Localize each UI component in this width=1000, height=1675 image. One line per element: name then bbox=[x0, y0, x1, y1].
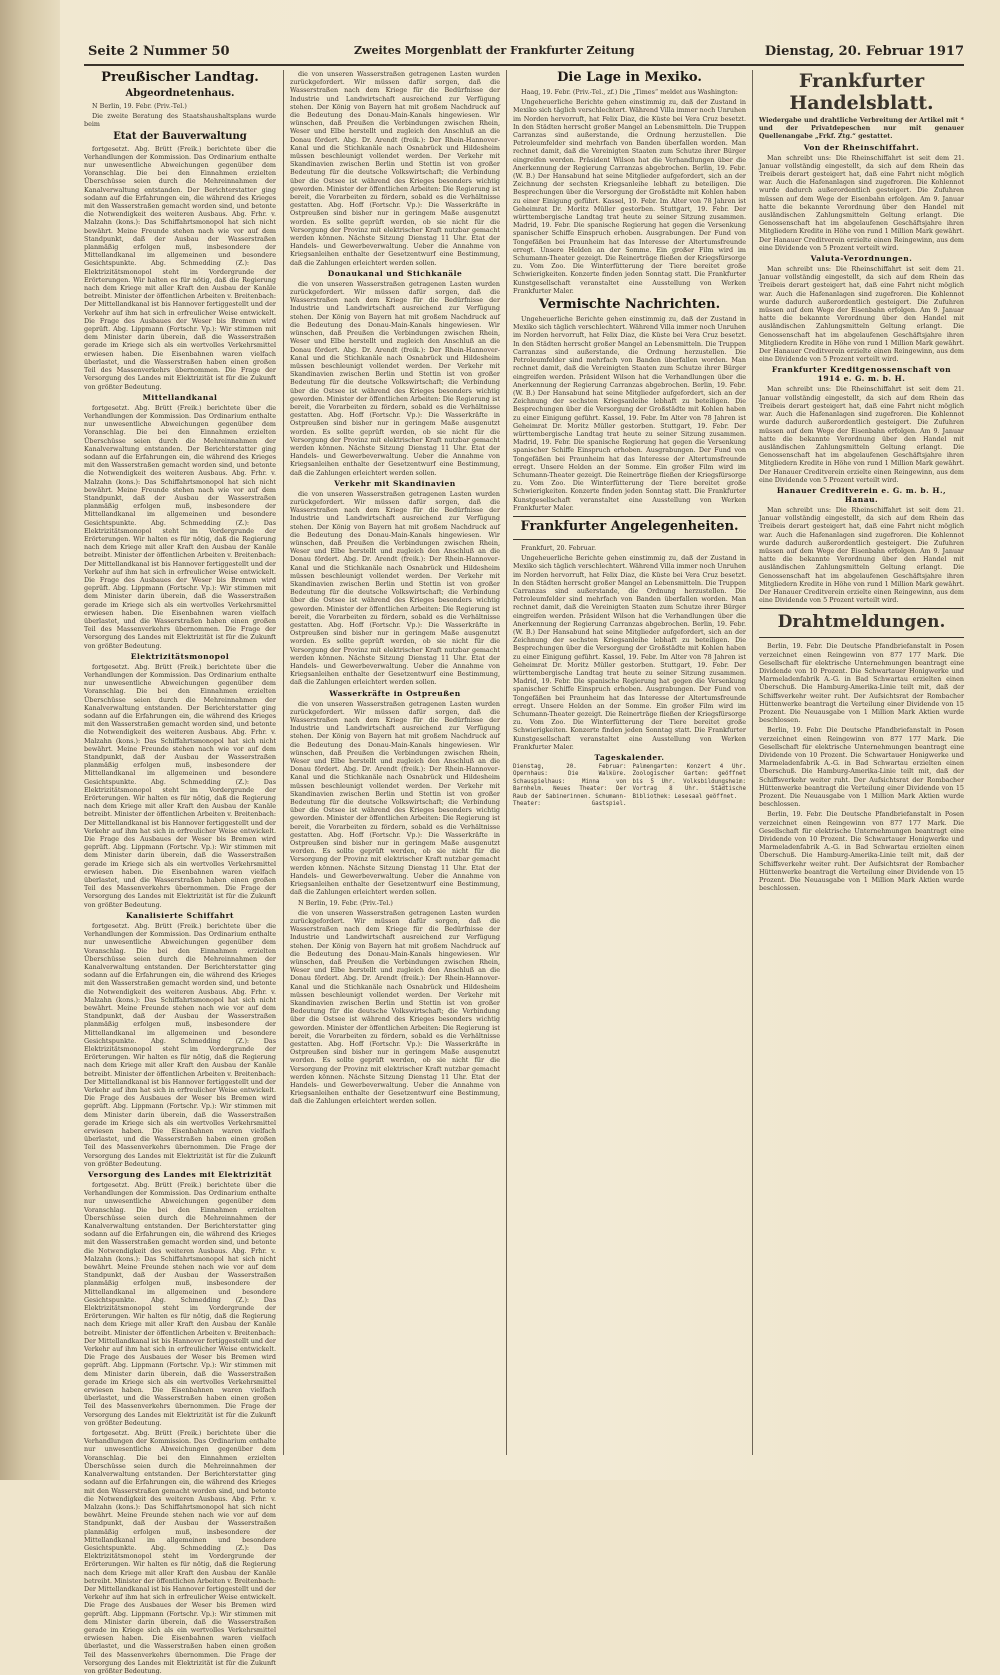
article-body: Man schreibt uns: Die Rheinschiffahrt ist seit dem 21. Januar vollständig eingestellt, da sich auf dem Rhein das Treibeis derart gesteigert hat, daß eine Fahrt nicht möglich war. Auch die Hafenanlagen sind zugefroren. Die Kohlennot wurde dadurch außerordentlich gesteigert. Die Zufuhren müssen auf dem Wege der Eisenbahn erfolgen. Am 9. Januar hatte die bekannte Verordnung über den Handel mit ausländischen Zahlungsmitteln Geltung erlangt. Die Genossenschaft hat im abgelaufenen Geschäftsjahre ihren Mitgliedern Kredite in Höhe von rund 1 Million Mark gewährt. Der Hanauer Creditverein erzielte einen Reingewinn, aus dem eine Dividende von 5 Prozent verteilt wird. bbox=[759, 153, 964, 252]
article-body: fortgesetzt. Abg. Brütt (Freik.) berichtete über die Verhandlungen der Kommission. Das Ordinarium enthalte nur unwesentliche Abweichungen gegenüber dem Voranschlag. Die bei den Einnahmen erzielten Überschüsse seien durch die Mehreinnahmen der Kanalverwaltung entstanden. Der Berichterstatter ging sodann auf die Erfahrungen ein, die während des Krieges mit den Wasserstraßen gemacht worden sind, und betonte die Notwendigkeit des weiteren Ausbaus. Abg. Frhr. v. Malzahn (kons.): Das Schiffahrtsmonopol hat sich nicht bewährt. Meine Freunde stehen nach wie vor auf dem Standpunkt, daß der Ausbau der Wasserstraßen planmäßig erfolgen muß, insbesondere der Mittellandkanal im allgemeinen und besondere Gesichtspunkte. Abg. Schmedding (Z.): Das Elektrizitätsmonopol steht im Vordergrunde der Erörterungen. Wir halten es für nötig, daß die Regierung nach dem Kriege mit aller Kraft den Ausbau der Kanäle betreibt. Minister der öffentlichen Arbeiten v. Breitenbach: Der Mittellandkanal ist bis Hannover fertiggestellt und der Verkehr auf ihm hat sich in erfreulicher Weise entwickelt. Die Frage des Ausbaues der Weser bis Bremen wird geprüft. Abg. Lippmann (Fortschr. Vp.): Wir stimmen mit dem Minister darin überein, daß die Wasserstraßen gerade im Kriege sich als ein wertvolles Verkehrsmittel erwiesen haben. Die Eisenbahnen waren vielfach überlastet, und die Wasserstraßen haben einen großen Teil des Massenverkehrs übernommen. Die Frage der Versorgung des Landes mit Elektrizität ist für die Zukunft von größter Bedeutung. bbox=[84, 1180, 276, 1427]
column-3 bbox=[513, 70, 746, 1460]
column-1 bbox=[84, 70, 276, 1675]
wire-body: Berlin, 19. Febr. Die Deutsche Pfandbriefanstalt in Posen verzeichnet einen Reingewinn von 877 177 Mark. Die Gesellschaft für elektrische Unternehmungen beantragt eine Dividende von 10 Prozent. Die Schwartauer Honigwerke und Marmeladenfabrik A.-G. in Bad Schwartau erzielten einen Überschuß. Die Hamburg-Amerika-Linie teilt mit, daß der Schiffsverkehr weiter ruht. Der Aufsichtsrat der Rombacher Hüttenwerke beantragt die Verteilung einer Dividende von 15 Prozent. Die Neuausgabe von 1 Million Mark Aktien wurde beschlossen. bbox=[759, 726, 964, 809]
dateline: Frankfurt, 20. Februar. bbox=[521, 543, 596, 552]
article-body: Man schreibt uns: Die Rheinschiffahrt ist seit dem 21. Januar vollständig eingestellt, da sich auf dem Rhein das Treibeis derart gesteigert hat, daß eine Fahrt nicht möglich war. Auch die Hafenanlagen sind zugefroren. Die Kohlennot wurde dadurch außerordentlich gesteigert. Die Zufuhren müssen auf dem Wege der Eisenbahn erfolgen. Am 9. Januar hatte die bekannte Verordnung über den Handel mit ausländischen Zahlungsmitteln Geltung erlangt. Die Genossenschaft hat im abgelaufenen Geschäftsjahre ihren Mitgliedern Kredite in Höhe von rund 1 Million Mark gewährt. Der Hanauer Creditverein erzielte einen Reingewinn, aus dem eine Dividende von 5 Prozent verteilt wird. bbox=[759, 505, 964, 605]
article-body: fortgesetzt. Abg. Brütt (Freik.) berichtete über die Verhandlungen der Kommission. Das Ordinarium enthalte nur unwesentliche Abweichungen gegenüber dem Voranschlag. Die bei den Einnahmen erzielten Überschüsse seien durch die Mehreinnahmen der Kanalverwaltung entstanden. Der Berichterstatter ging sodann auf die Erfahrungen ein, die während des Krieges mit den Wasserstraßen gemacht worden sind, und betonte die Notwendigkeit des weiteren Ausbaus. Abg. Frhr. v. Malzahn (kons.): Das Schiffahrtsmonopol hat sich nicht bewährt. Meine Freunde stehen nach wie vor auf dem Standpunkt, daß der Ausbau der Wasserstraßen planmäßig erfolgen muß, insbesondere der Mittellandkanal im allgemeinen und besondere Gesichtspunkte. Abg. Schmedding (Z.): Das Elektrizitätsmonopol steht im Vordergrunde der Erörterungen. Wir halten es für nötig, daß die Regierung nach dem Kriege mit aller Kraft den Ausbau der Kanäle betreibt. Minister der öffentlichen Arbeiten v. Breitenbach: Der Mittellandkanal ist bis Hannover fertiggestellt und der Verkehr auf ihm hat sich in erfreulicher Weise entwickelt. Die Frage des Ausbaues der Weser bis Bremen wird geprüft. Abg. Lippmann (Fortschr. Vp.): Wir stimmen mit dem Minister darin überein, daß die Wasserstraßen gerade im Kriege sich als ein wertvolles Verkehrsmittel erwiesen haben. Die Eisenbahnen waren vielfach überlastet, und die Wasserstraßen haben einen großen Teil des Massenverkehrs übernommen. Die Frage der Versorgung des Landes mit Elektrizität ist für die Zukunft von größter Bedeutung. bbox=[84, 921, 276, 1168]
article-body: die von unseren Wasserstraßen getragenen Lasten wurden zurückgefordert. Wir müssen dafür sorgen, daß die Wasserstraßen nach dem Kriege für die Bedürfnisse der Industrie und Landwirtschaft ausreichend zur Verfügung stehen. Der König von Bayern hat mit großem Nachdruck auf die Bedeutung des Donau-Main-Kanals hingewiesen. Wir wünschen, daß Preußen die Verbindungen zwischen Rhein, Weser und Elbe herstellt und zugleich den Anschluß an die Donau fördert. Abg. Dr. Arendt (freik.): Der Rhein-Hannover-Kanal und die Stichkanäle nach Osnabrück und Hildesheim müssen beschleunigt vollendet werden. Der Verkehr mit Skandinavien zwischen Berlin und Stettin ist von großer Bedeutung für die deutsche Volkswirtschaft; die Verbindung über die Ostsee ist während des Krieges besonders wichtig geworden. Minister der öffentlichen Arbeiten: Die Regierung ist bereit, die Vorarbeiten zu fördern, sobald es die Verhältnisse gestatten. Abg. Hoff (Fortschr. Vp.): Die Wasserkräfte in Ostpreußen sind bisher nur in geringem Maße ausgenutzt worden. Es sollte geprüft werden, ob sie nicht für die Versorgung der Provinz mit elektrischer Kraft nutzbar gemacht werden können. Nächste Sitzung Dienstag 11 Uhr. Etat der Handels- und Gewerbeverwaltung. Ueber die Annahme von Kriegsanleihen enthalte der Gesetzentwurf eine Bestimmung, daß die Zahlungen erleichtert werden sollen. bbox=[290, 699, 500, 897]
article-body: die von unseren Wasserstraßen getragenen Lasten wurden zurückgefordert. Wir müssen dafür sorgen, daß die Wasserstraßen nach dem Kriege für die Bedürfnisse der Industrie und Landwirtschaft ausreichend zur Verfügung stehen. Der König von Bayern hat mit großem Nachdruck auf die Bedeutung des Donau-Main-Kanals hingewiesen. Wir wünschen, daß Preußen die Verbindungen zwischen Rhein, Weser und Elbe herstellt und zugleich den Anschluß an die Donau fördert. Abg. Dr. Arendt (freik.): Der Rhein-Hannover-Kanal und die Stichkanäle nach Osnabrück und Hildesheim müssen beschleunigt vollendet werden. Der Verkehr mit Skandinavien zwischen Berlin und Stettin ist von großer Bedeutung für die deutsche Volkswirtschaft; die Verbindung über die Ostsee ist während des Krieges besonders wichtig geworden. Minister der öffentlichen Arbeiten: Die Regierung ist bereit, die Vorarbeiten zu fördern, sobald es die Verhältnisse gestatten. Abg. Hoff (Fortschr. Vp.): Die Wasserkräfte in Ostpreußen sind bisher nur in geringem Maße ausgenutzt worden. Es sollte geprüft werden, ob sie nicht für die Versorgung der Provinz mit elektrischer Kraft nutzbar gemacht werden können. Nächste Sitzung Dienstag 11 Uhr. Etat der Handels- und Gewerbeverwaltung. Ueber die Annahme von Kriegsanleihen enthalte der Gesetzentwurf eine Bestimmung, daß die Zahlungen erleichtert werden sollen. bbox=[290, 908, 500, 1106]
article-body: fortgesetzt. Abg. Brütt (Freik.) berichtete über die Verhandlungen der Kommission. Das Ordinarium enthalte nur unwesentliche Abweichungen gegenüber dem Voranschlag. Die bei den Einnahmen erzielten Überschüsse seien durch die Mehreinnahmen der Kanalverwaltung entstanden. Der Berichterstatter ging sodann auf die Erfahrungen ein, die während des Krieges mit den Wasserstraßen gemacht worden sind, und betonte die Notwendigkeit des weiteren Ausbaus. Abg. Frhr. v. Malzahn (kons.): Das Schiffahrtsmonopol hat sich nicht bewährt. Meine Freunde stehen nach wie vor auf dem Standpunkt, daß der Ausbau der Wasserstraßen planmäßig erfolgen muß, insbesondere der Mittellandkanal im allgemeinen und besondere Gesichtspunkte. Abg. Schmedding (Z.): Das Elektrizitätsmonopol steht im Vordergrunde der Erörterungen. Wir halten es für nötig, daß die Regierung nach dem Kriege mit aller Kraft den Ausbau der Kanäle betreibt. Minister der öffentlichen Arbeiten v. Breitenbach: Der Mittellandkanal ist bis Hannover fertiggestellt und der Verkehr auf ihm hat sich in erfreulicher Weise entwickelt. Die Frage des Ausbaues der Weser bis Bremen wird geprüft. Abg. Lippmann (Fortschr. Vp.): Wir stimmen mit dem Minister darin überein, daß die Wasserstraßen gerade im Kriege sich als ein wertvolles Verkehrsmittel erwiesen haben. Die Eisenbahnen waren vielfach überlastet, und die Wasserstraßen haben einen großen Teil des Massenverkehrs übernommen. Die Frage der Versorgung des Landes mit Elektrizität ist für die Zukunft von größter Bedeutung. bbox=[84, 403, 276, 650]
article-body: fortgesetzt. Abg. Brütt (Freik.) berichtete über die Verhandlungen der Kommission. Das Ordinarium enthalte nur unwesentliche Abweichungen gegenüber dem Voranschlag. Die bei den Einnahmen erzielten Überschüsse seien durch die Mehreinnahmen der Kanalverwaltung entstanden. Der Berichterstatter ging sodann auf die Erfahrungen ein, die während des Krieges mit den Wasserstraßen gemacht worden sind, und betonte die Notwendigkeit des weiteren Ausbaus. Abg. Frhr. v. Malzahn (kons.): Das Schiffahrtsmonopol hat sich nicht bewährt. Meine Freunde stehen nach wie vor auf dem Standpunkt, daß der Ausbau der Wasserstraßen planmäßig erfolgen muß, insbesondere der Mittellandkanal im allgemeinen und besondere Gesichtspunkte. Abg. Schmedding (Z.): Das Elektrizitätsmonopol steht im Vordergrunde der Erörterungen. Wir halten es für nötig, daß die Regierung nach dem Kriege mit aller Kraft den Ausbau der Kanäle betreibt. Minister der öffentlichen Arbeiten v. Breitenbach: Der Mittellandkanal ist bis Hannover fertiggestellt und der Verkehr auf ihm hat sich in erfreulicher Weise entwickelt. Die Frage des Ausbaues der Weser bis Bremen wird geprüft. Abg. Lippmann (Fortschr. Vp.): Wir stimmen mit dem Minister darin überein, daß die Wasserstraßen gerade im Kriege sich als ein wertvolles Verkehrsmittel erwiesen haben. Die Eisenbahnen waren vielfach überlastet, und die Wasserstraßen haben einen großen Teil des Massenverkehrs übernommen. Die Frage der Versorgung des Landes mit Elektrizität ist für die Zukunft von größter Bedeutung. bbox=[84, 144, 276, 391]
event-calendar: Dienstag, 20. Februar: Opernhaus: Die Walküre. Schauspielhaus: Minna von Barnhelm. Neues Theater: Der Raub der Sabinerinnen. Schumann-Theater: Gastspiel. Palmengarten: Konzert 4 Uhr. Zoologischer Garten: geöffnet bis 5 Uhr. Volksbildungsheim: Vortrag 8 Uhr. Städtische Bibliothek: Lesesaal geöffnet. bbox=[513, 764, 746, 808]
calendar-heading: Tageskalender. bbox=[594, 753, 665, 763]
dateline: Haag, 19. Febr. (Priv.-Tel., zf.) Die „Times“ meldet aus Washington: bbox=[521, 88, 738, 96]
article-heading-mexiko: Die Lage in Mexiko. bbox=[557, 70, 702, 85]
column-rule bbox=[506, 70, 507, 1455]
article-body: Ungeheuerliche Berichte gehen einstimmig zu, daß der Zustand in Mexiko sich täglich verschlechtert. Während Villa immer noch Unruhen im Norden hervorruft, hat Felix Diaz, die Küste bei Vera Cruz besetzt. In den Städten herrscht großer Mangel an Lebensmitteln. Die Truppen Carranzas sind außerstande, die Ordnung herzustellen. Die Petroleumfelder sind mehrfach von Banden überfallen worden. Man rechnet damit, daß die Vereinigten Staaten zum Schutze ihrer Bürger eingreifen werden. Präsident Wilson hat die Verhandlungen über die Anerkennung der Regierung Carranzas abgebrochen. Berlin, 19. Febr. (W. B.) Der Hansabund hat seine Mitglieder aufgefordert, sich an der Zeichnung der sechsten Kriegsanleihe lebhaft zu beteiligen. Die Besprechungen über die Versorgung der Großstädte mit Kohlen haben zu einer Einigung geführt. Kassel, 19. Febr. Im Alter von 78 Jahren ist Geheimrat Dr. Moritz Müller gestorben. Stuttgart, 19. Febr. Der württembergische Landtag trat heute zu seiner Sitzung zusammen. Madrid, 19. Febr. Die spanische Regierung hat gegen die Versenkung spanischer Schiffe Einspruch erhoben. Ausgrabungen. Der Fund von Tongefäßen bei Praunheim hat das Interesse der Altertumsfreunde erregt. Unsere Helden an der Somme. Ein großer Film wird im Schumann-Theater gezeigt. Die Reinerträge fließen der Kriegsfürsorge zu. Vom Zoo. Die Winterfütterung der Tiere bereitet große Schwierigkeiten. Konzerte finden jeden Sonntag statt. Die Frankfurter Kunstgesellschaft veranstaltet eine Ausstellung von Werken Frankfurter Maler. bbox=[513, 315, 746, 512]
column-rule bbox=[283, 70, 284, 1455]
article-body: Ungeheuerliche Berichte gehen einstimmig zu, daß der Zustand in Mexiko sich täglich verschlechtert. Während Villa immer noch Unruhen im Norden hervorruft, hat Felix Diaz, die Küste bei Vera Cruz besetzt. In den Städten herrscht großer Mangel an Lebensmitteln. Die Truppen Carranzas sind außerstande, die Ordnung herzustellen. Die Petroleumfelder sind mehrfach von Banden überfallen worden. Man rechnet damit, daß die Vereinigten Staaten zum Schutze ihrer Bürger eingreifen werden. Präsident Wilson hat die Verhandlungen über die Anerkennung der Regierung Carranzas abgebrochen. Berlin, 19. Febr. (W. B.) Der Hansabund hat seine Mitglieder aufgefordert, sich an der Zeichnung der sechsten Kriegsanleihe lebhaft zu beteiligen. Die Besprechungen über die Versorgung der Großstädte mit Kohlen haben zu einer Einigung geführt. Kassel, 19. Febr. Im Alter von 78 Jahren ist Geheimrat Dr. Moritz Müller gestorben. Stuttgart, 19. Febr. Der württembergische Landtag trat heute zu seiner Sitzung zusammen. Madrid, 19. Febr. Die spanische Regierung hat gegen die Versenkung spanischer Schiffe Einspruch erhoben. Ausgrabungen. Der Fund von Tongefäßen bei Praunheim hat das Interesse der Altertumsfreunde erregt. Unsere Helden an der Somme. Ein großer Film wird im Schumann-Theater gezeigt. Die Reinerträge fließen der Kriegsfürsorge zu. Vom Zoo. Die Winterfütterung der Tiere bereitet große Schwierigkeiten. Konzerte finden jeden Sonntag statt. Die Frankfurter Kunstgesellschaft veranstaltet eine Ausstellung von Werken Frankfurter Maler. bbox=[513, 554, 746, 751]
item-kreditgenossenschaft: Frankfurter Kreditgenossenschaft von 1914 e. G. m. b. H. bbox=[771, 365, 952, 384]
article-body: Man schreibt uns: Die Rheinschiffahrt ist seit dem 21. Januar vollständig eingestellt, da sich auf dem Rhein das Treibeis derart gesteigert hat, daß eine Fahrt nicht möglich war. Auch die Hafenanlagen sind zugefroren. Die Kohlennot wurde dadurch außerordentlich gesteigert. Die Zufuhren müssen auf dem Wege der Eisenbahn erfolgen. Am 9. Januar hatte die bekannte Verordnung über den Handel mit ausländischen Zahlungsmitteln Geltung erlangt. Die Genossenschaft hat im abgelaufenen Geschäftsjahre ihren Mitgliedern Kredite in Höhe von rund 1 Million Mark gewährt. Der Hanauer Creditverein erzielte einen Reingewinn, aus dem eine Dividende von 5 Prozent verteilt wird. bbox=[759, 265, 964, 364]
wire-body: Berlin, 19. Febr. Die Deutsche Pfandbriefanstalt in Posen verzeichnet einen Reingewinn von 877 177 Mark. Die Gesellschaft für elektrische Unternehmungen beantragt eine Dividende von 10 Prozent. Die Schwartauer Honigwerke und Marmeladenfabrik A.-G. in Bad Schwartau erzielten einen Überschuß. Die Hamburg-Amerika-Linie teilt mit, daß der Schiffsverkehr weiter ruht. Der Aufsichtsrat der Rombacher Hüttenwerke beantragt die Verteilung einer Dividende von 15 Prozent. Die Neuausgabe von 1 Million Mark Aktien wurde beschlossen. bbox=[759, 810, 964, 893]
reprint-notice: Wiedergabe und drahtliche Verbreitung der Artikel mit * und der Privatdepeschen nur mit genauer Quellenangabe „Frkf. Ztg.“ gestattet. bbox=[759, 116, 964, 141]
item-valuta: Valuta-Verordnungen. bbox=[810, 254, 913, 264]
paper-title: Zweites Morgenblatt der Frankfurter Zeitung bbox=[354, 44, 635, 57]
subsection-donaukanal: Donaukanal und Stichkanäle bbox=[327, 268, 463, 278]
subsection-schiffahrt: Kanalisierte Schiffahrt bbox=[126, 910, 234, 920]
article-body: fortgesetzt. Abg. Brütt (Freik.) berichtete über die Verhandlungen der Kommission. Das Ordinarium enthalte nur unwesentliche Abweichungen gegenüber dem Voranschlag. Die bei den Einnahmen erzielten Überschüsse seien durch die Mehreinnahmen der Kanalverwaltung entstanden. Der Berichterstatter ging sodann auf die Erfahrungen ein, die während des Krieges mit den Wasserstraßen gemacht worden sind, und betonte die Notwendigkeit des weiteren Ausbaus. Abg. Frhr. v. Malzahn (kons.): Das Schiffahrtsmonopol hat sich nicht bewährt. Meine Freunde stehen nach wie vor auf dem Standpunkt, daß der Ausbau der Wasserstraßen planmäßig erfolgen muß, insbesondere der Mittellandkanal im allgemeinen und besondere Gesichtspunkte. Abg. Schmedding (Z.): Das Elektrizitätsmonopol steht im Vordergrunde der Erörterungen. Wir halten es für nötig, daß die Regierung nach dem Kriege mit aller Kraft den Ausbau der Kanäle betreibt. Minister der öffentlichen Arbeiten v. Breitenbach: Der Mittellandkanal ist bis Hannover fertiggestellt und der Verkehr auf ihm hat sich in erfreulicher Weise entwickelt. Die Frage des Ausbaues der Weser bis Bremen wird geprüft. Abg. Lippmann (Fortschr. Vp.): Wir stimmen mit dem Minister darin überein, daß die Wasserstraßen gerade im Kriege sich als ein wertvolles Verkehrsmittel erwiesen haben. Die Eisenbahnen waren vielfach überlastet, und die Wasserstraßen haben einen großen Teil des Massenverkehrs übernommen. Die Frage der Versorgung des Landes mit Elektrizität ist für die Zukunft von größter Bedeutung. bbox=[84, 662, 276, 909]
page-number: Seite 2 Nummer 50 bbox=[88, 44, 230, 59]
subsection-elektrizitaet: Versorgung des Landes mit Elektrizität bbox=[88, 1169, 272, 1179]
subsection-mittellandkanal: Mittellandkanal bbox=[142, 392, 218, 402]
article-subheading: Abgeordnetenhaus. bbox=[125, 88, 235, 99]
intro-text: Die zweite Beratung des Staatshaushaltsplans wurde beim bbox=[84, 112, 276, 129]
issue-date: Dienstag, 20. Februar 1917 bbox=[764, 44, 964, 59]
subsection-ostpreussen: Wasserkräfte in Ostpreußen bbox=[329, 688, 461, 698]
article-heading-landtag: Preußischer Landtag. bbox=[101, 70, 259, 85]
dateline: N Berlin, 19. Febr. (Priv.-Tel.) bbox=[298, 898, 393, 907]
article-body: Ungeheuerliche Berichte gehen einstimmig zu, daß der Zustand in Mexiko sich täglich verschlechtert. Während Villa immer noch Unruhen im Norden hervorruft, hat Felix Diaz, die Küste bei Vera Cruz besetzt. In den Städten herrscht großer Mangel an Lebensmitteln. Die Truppen Carranzas sind außerstande, die Ordnung herzustellen. Die Petroleumfelder sind mehrfach von Banden überfallen worden. Man rechnet damit, daß die Vereinigten Staaten zum Schutze ihrer Bürger eingreifen werden. Präsident Wilson hat die Verhandlungen über die Anerkennung der Regierung Carranzas abgebrochen. Berlin, 19. Febr. (W. B.) Der Hansabund hat seine Mitglieder aufgefordert, sich an der Zeichnung der sechsten Kriegsanleihe lebhaft zu beteiligen. Die Besprechungen über die Versorgung der Großstädte mit Kohlen haben zu einer Einigung geführt. Kassel, 19. Febr. Im Alter von 78 Jahren ist Geheimrat Dr. Moritz Müller gestorben. Stuttgart, 19. Febr. Der württembergische Landtag trat heute zu seiner Sitzung zusammen. Madrid, 19. Febr. Die spanische Regierung hat gegen die Versenkung spanischer Schiffe Einspruch erhoben. Ausgrabungen. Der Fund von Tongefäßen bei Praunheim hat das Interesse der Altertumsfreunde erregt. Unsere Helden an der Somme. Ein großer Film wird im Schumann-Theater gezeigt. Die Reinerträge fließen der Kriegsfürsorge zu. Vom Zoo. Die Winterfütterung der Tiere bereitet große Schwierigkeiten. Konzerte finden jeden Sonntag statt. Die Frankfurter Kunstgesellschaft veranstaltet eine Ausstellung von Werken Frankfurter Maler. bbox=[513, 98, 746, 295]
column-4 bbox=[759, 70, 964, 1460]
wire-news-box bbox=[759, 608, 964, 638]
local-news-box bbox=[513, 516, 746, 540]
article-body: Man schreibt uns: Die Rheinschiffahrt ist seit dem 21. Januar vollständig eingestellt, da sich auf dem Rhein das Treibeis derart gesteigert hat, daß eine Fahrt nicht möglich war. Auch die Hafenanlagen sind zugefroren. Die Kohlennot wurde dadurch außerordentlich gesteigert. Die Zufuhren müssen auf dem Wege der Eisenbahn erfolgen. Am 9. Januar hatte die bekannte Verordnung über den Handel mit ausländischen Zahlungsmitteln Geltung erlangt. Die Genossenschaft hat im abgelaufenen Geschäftsjahre ihren Mitgliedern Kredite in Höhe von rund 1 Million Mark gewährt. Der Hanauer Creditverein erzielte einen Reingewinn, aus dem eine Dividende von 5 Prozent verteilt wird. bbox=[759, 385, 964, 484]
column-rule bbox=[752, 70, 753, 1455]
article-body: die von unseren Wasserstraßen getragenen Lasten wurden zurückgefordert. Wir müssen dafür sorgen, daß die Wasserstraßen nach dem Kriege für die Bedürfnisse der Industrie und Landwirtschaft ausreichend zur Verfügung stehen. Der König von Bayern hat mit großem Nachdruck auf die Bedeutung des Donau-Main-Kanals hingewiesen. Wir wünschen, daß Preußen die Verbindungen zwischen Rhein, Weser und Elbe herstellt und zugleich den Anschluß an die Donau fördert. Abg. Dr. Arendt (freik.): Der Rhein-Hannover-Kanal und die Stichkanäle nach Osnabrück und Hildesheim müssen beschleunigt vollendet werden. Der Verkehr mit Skandinavien zwischen Berlin und Stettin ist von großer Bedeutung für die deutsche Volkswirtschaft; die Verbindung über die Ostsee ist während des Krieges besonders wichtig geworden. Minister der öffentlichen Arbeiten: Die Regierung ist bereit, die Vorarbeiten zu fördern, sobald es die Verhältnisse gestatten. Abg. Hoff (Fortschr. Vp.): Die Wasserkräfte in Ostpreußen sind bisher nur in geringem Maße ausgenutzt worden. Es sollte geprüft werden, ob sie nicht für die Versorgung der Provinz mit elektrischer Kraft nutzbar gemacht werden können. Nächste Sitzung Dienstag 11 Uhr. Etat der Handels- und Gewerbeverwaltung. Ueber die Annahme von Kriegsanleihen enthalte der Gesetzentwurf eine Bestimmung, daß die Zahlungen erleichtert werden sollen. bbox=[290, 70, 500, 267]
article-body: fortgesetzt. Abg. Brütt (Freik.) berichtete über die Verhandlungen der Kommission. Das Ordinarium enthalte nur unwesentliche Abweichungen gegenüber dem Voranschlag. Die bei den Einnahmen erzielten Überschüsse seien durch die Mehreinnahmen der Kanalverwaltung entstanden. Der Berichterstatter ging sodann auf die Erfahrungen ein, die während des Krieges mit den Wasserstraßen gemacht worden sind, und betonte die Notwendigkeit des weiteren Ausbaus. Abg. Frhr. v. Malzahn (kons.): Das Schiffahrtsmonopol hat sich nicht bewährt. Meine Freunde stehen nach wie vor auf dem Standpunkt, daß der Ausbau der Wasserstraßen planmäßig erfolgen muß, insbesondere der Mittellandkanal im allgemeinen und besondere Gesichtspunkte. Abg. Schmedding (Z.): Das Elektrizitätsmonopol steht im Vordergrunde der Erörterungen. Wir halten es für nötig, daß die Regierung nach dem Kriege mit aller Kraft den Ausbau der Kanäle betreibt. Minister der öffentlichen Arbeiten v. Breitenbach: Der Mittellandkanal ist bis Hannover fertiggestellt und der Verkehr auf ihm hat sich in erfreulicher Weise entwickelt. Die Frage des Ausbaues der Weser bis Bremen wird geprüft. Abg. Lippmann (Fortschr. Vp.): Wir stimmen mit dem Minister darin überein, daß die Wasserstraßen gerade im Kriege sich als ein wertvolles Verkehrsmittel erwiesen haben. Die Eisenbahnen waren vielfach überlastet, und die Wasserstraßen haben einen großen Teil des Massenverkehrs übernommen. Die Frage der Versorgung des Landes mit Elektrizität ist für die Zukunft von größter Bedeutung. bbox=[84, 1429, 276, 1675]
section-heading-drahtmeldungen: Drahtmeldungen. bbox=[777, 612, 946, 633]
section-heading-handelsblatt: Frankfurter Handelsblatt. bbox=[789, 70, 934, 114]
article-heading-frankfurt: Frankfurter Angelegenheiten. bbox=[520, 518, 739, 534]
masthead bbox=[84, 42, 964, 66]
item-rheinschiffahrt: Von der Rheinschiffahrt. bbox=[803, 142, 920, 152]
subsection-elektrizitaetsmonopol: Elektrizitätsmonopol bbox=[130, 651, 230, 661]
wire-body: Berlin, 19. Febr. Die Deutsche Pfandbriefanstalt in Posen verzeichnet einen Reingewinn von 877 177 Mark. Die Gesellschaft für elektrische Unternehmungen beantragt eine Dividende von 10 Prozent. Die Schwartauer Honigwerke und Marmeladenfabrik A.-G. in Bad Schwartau erzielten einen Überschuß. Die Hamburg-Amerika-Linie teilt mit, daß der Schiffsverkehr weiter ruht. Der Aufsichtsrat der Rombacher Hüttenwerke beantragt die Verteilung einer Dividende von 15 Prozent. Die Neuausgabe von 1 Million Mark Aktien wurde beschlossen. bbox=[759, 642, 964, 725]
column-2 bbox=[290, 70, 500, 1460]
section-heading-bauverwaltung: Etat der Bauverwaltung bbox=[113, 130, 247, 142]
article-body: die von unseren Wasserstraßen getragenen Lasten wurden zurückgefordert. Wir müssen dafür sorgen, daß die Wasserstraßen nach dem Kriege für die Bedürfnisse der Industrie und Landwirtschaft ausreichend zur Verfügung stehen. Der König von Bayern hat mit großem Nachdruck auf die Bedeutung des Donau-Main-Kanals hingewiesen. Wir wünschen, daß Preußen die Verbindungen zwischen Rhein, Weser und Elbe herstellt und zugleich den Anschluß an die Donau fördert. Abg. Dr. Arendt (freik.): Der Rhein-Hannover-Kanal und die Stichkanäle nach Osnabrück und Hildesheim müssen beschleunigt vollendet werden. Der Verkehr mit Skandinavien zwischen Berlin und Stettin ist von großer Bedeutung für die deutsche Volkswirtschaft; die Verbindung über die Ostsee ist während des Krieges besonders wichtig geworden. Minister der öffentlichen Arbeiten: Die Regierung ist bereit, die Vorarbeiten zu fördern, sobald es die Verhältnisse gestatten. Abg. Hoff (Fortschr. Vp.): Die Wasserkräfte in Ostpreußen sind bisher nur in geringem Maße ausgenutzt worden. Es sollte geprüft werden, ob sie nicht für die Versorgung der Provinz mit elektrischer Kraft nutzbar gemacht werden können. Nächste Sitzung Dienstag 11 Uhr. Etat der Handels- und Gewerbeverwaltung. Ueber die Annahme von Kriegsanleihen enthalte der Gesetzentwurf eine Bestimmung, daß die Zahlungen erleichtert werden sollen. bbox=[290, 279, 500, 477]
dateline: N Berlin, 19. Febr. (Priv.-Tel.) bbox=[92, 102, 187, 110]
book-binding-edge bbox=[0, 0, 60, 1480]
subsection-skandinavien: Verkehr mit Skandinavien bbox=[334, 478, 456, 488]
article-body: die von unseren Wasserstraßen getragenen Lasten wurden zurückgefordert. Wir müssen dafür sorgen, daß die Wasserstraßen nach dem Kriege für die Bedürfnisse der Industrie und Landwirtschaft ausreichend zur Verfügung stehen. Der König von Bayern hat mit großem Nachdruck auf die Bedeutung des Donau-Main-Kanals hingewiesen. Wir wünschen, daß Preußen die Verbindungen zwischen Rhein, Weser und Elbe herstellt und zugleich den Anschluß an die Donau fördert. Abg. Dr. Arendt (freik.): Der Rhein-Hannover-Kanal und die Stichkanäle nach Osnabrück und Hildesheim müssen beschleunigt vollendet werden. Der Verkehr mit Skandinavien zwischen Berlin und Stettin ist von großer Bedeutung für die deutsche Volkswirtschaft; die Verbindung über die Ostsee ist während des Krieges besonders wichtig geworden. Minister der öffentlichen Arbeiten: Die Regierung ist bereit, die Vorarbeiten zu fördern, sobald es die Verhältnisse gestatten. Abg. Hoff (Fortschr. Vp.): Die Wasserkräfte in Ostpreußen sind bisher nur in geringem Maße ausgenutzt worden. Es sollte geprüft werden, ob sie nicht für die Versorgung der Provinz mit elektrischer Kraft nutzbar gemacht werden können. Nächste Sitzung Dienstag 11 Uhr. Etat der Handels- und Gewerbeverwaltung. Ueber die Annahme von Kriegsanleihen enthalte der Gesetzentwurf eine Bestimmung, daß die Zahlungen erleichtert werden sollen. bbox=[290, 489, 500, 687]
item-hanauer-creditverein: Hanauer Creditverein e. G. m. b. H., Hanau. bbox=[776, 485, 947, 504]
article-heading-vermischtes: Vermischte Nachrichten. bbox=[538, 297, 721, 313]
